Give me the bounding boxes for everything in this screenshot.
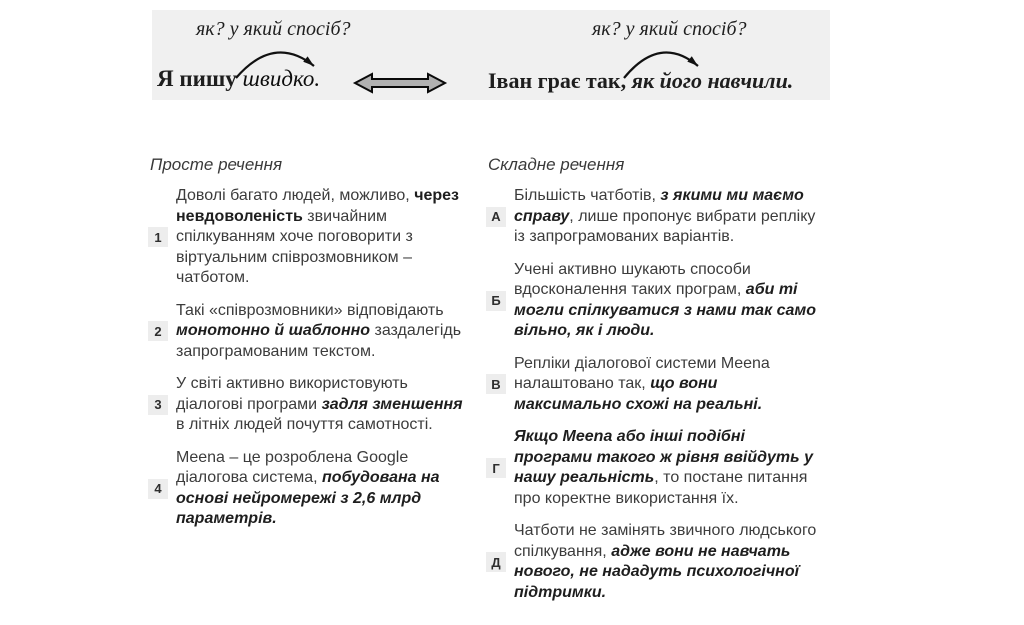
text-run: з якими ми маємо справу <box>514 187 804 225</box>
sentence-item <box>486 521 824 603</box>
item-text <box>176 374 472 436</box>
item-text <box>514 260 824 342</box>
item-text <box>514 354 824 416</box>
item-label-chip: 4 <box>148 479 168 499</box>
text-run: Доволі багато людей, можливо, <box>176 187 415 204</box>
text-run: Учені активно шукають способи вдосконалення таких програм, <box>514 260 751 298</box>
text-run: як його навчили. <box>631 68 794 93</box>
sentence-item <box>148 301 472 363</box>
text-run: У світі активно використовують діалогові програми <box>176 375 408 413</box>
text-run: через невдоволеність <box>176 187 459 225</box>
simple-sentences-column <box>148 155 472 542</box>
text-run: швидко. <box>242 66 321 91</box>
item-label-chip: 1 <box>148 227 168 247</box>
text-run: звичайним спілкуванням хоче поговорити з віртуальним співрозмовником – чатботом. <box>176 207 413 286</box>
sentence-item <box>486 186 824 248</box>
simple-sentences-list <box>148 186 472 530</box>
text-run: задля зменшення <box>321 395 463 413</box>
complex-sentences-column <box>486 155 824 615</box>
text-run: побудована на основі нейромережі з 2,6 млрд параметрів. <box>176 469 440 527</box>
text-run: адже вони не навчать нового, не нададуть психологічної підтримки. <box>514 542 800 601</box>
item-text <box>176 301 472 363</box>
text-run: Чатботи не замінять звичного людського спілкування, <box>514 522 817 560</box>
item-label-chip: 3 <box>148 395 168 415</box>
item-text <box>514 427 824 509</box>
text-run: , лише пропонує вибрати репліку із запрограмованих варіантів. <box>514 207 816 245</box>
sentence-item <box>486 260 824 342</box>
text-run: Більшість чатботів, <box>514 187 661 204</box>
sentence-item <box>148 448 472 530</box>
text-run: в літніх людей почуття самотності. <box>176 416 433 433</box>
item-label-chip: А <box>486 207 506 227</box>
column-title-simple: Просте речення <box>150 155 283 174</box>
text-run: , то постане питання про коректне використання їх. <box>514 469 808 507</box>
item-label-chip: 2 <box>148 321 168 341</box>
sentence-item <box>148 374 472 436</box>
text-run: Іван грає так, <box>488 68 632 93</box>
example-sentence-complex <box>488 68 793 94</box>
double-arrow-icon <box>352 70 448 96</box>
text-run: заздалегідь запрограмованим текстом. <box>176 322 462 360</box>
text-run: Якщо Meena або інші подібні програми такого ж рівня ввійдуть у нашу реальність <box>514 428 813 486</box>
item-label-chip: В <box>486 374 506 394</box>
item-text <box>514 521 824 603</box>
item-text <box>176 448 472 530</box>
item-text <box>514 186 824 248</box>
text-run: Я пишу <box>157 66 243 91</box>
example-panel <box>152 10 830 100</box>
text-run: Репліки діалогової системи Meena налаштовано так, <box>514 354 770 392</box>
item-label-chip: Б <box>486 291 506 311</box>
text-run: Meena – це розроблена Google діалогова система, <box>176 448 409 486</box>
item-text <box>176 186 472 289</box>
sentence-item <box>486 427 824 509</box>
example-sentence-simple <box>157 66 320 92</box>
column-title-complex: Складне речення <box>488 155 625 174</box>
question-label-right: як? у який спосіб? <box>592 18 747 40</box>
sentence-item <box>486 354 824 416</box>
text-run: аби ті могли спілкуватися з нами так само вільно, як і люди. <box>514 281 817 339</box>
item-label-chip: Д <box>486 552 506 572</box>
sentence-item <box>148 186 472 289</box>
complex-sentences-list <box>486 186 824 603</box>
text-run: монотонно й шаблонно <box>176 322 371 339</box>
question-label-left: як? у який спосіб? <box>196 18 351 40</box>
item-label-chip: Г <box>486 458 506 478</box>
text-run: що вони максимально схожі на реальні. <box>514 375 763 413</box>
text-run: Такі «співрозмовники» відповідають <box>176 301 444 319</box>
